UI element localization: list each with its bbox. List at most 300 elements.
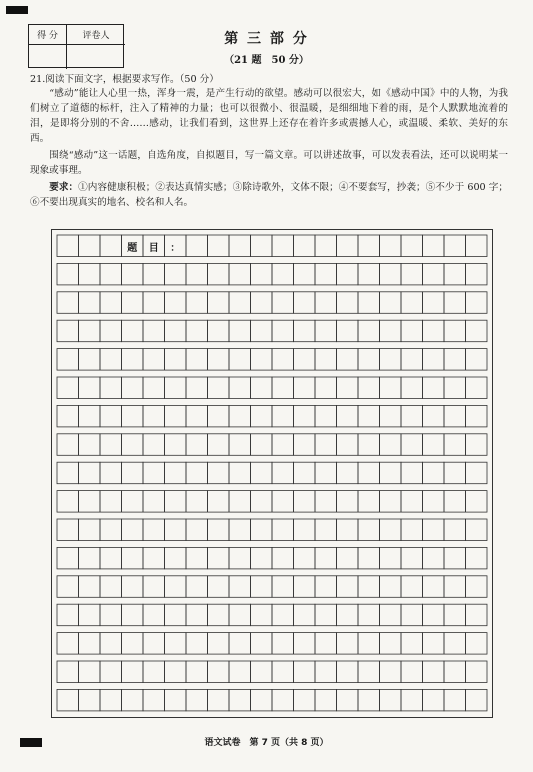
grid-cell[interactable] — [358, 320, 380, 342]
grid-cell[interactable] — [294, 263, 316, 285]
grid-cell[interactable] — [122, 661, 144, 683]
grid-cell[interactable] — [208, 604, 230, 626]
grid-cell[interactable] — [251, 263, 273, 285]
grid-cell[interactable] — [100, 462, 122, 484]
grid-cell[interactable] — [272, 349, 294, 371]
grid-cell[interactable] — [423, 320, 445, 342]
grid-cell[interactable] — [122, 491, 144, 512]
grid-cell[interactable] — [165, 292, 187, 314]
grid-cell[interactable] — [380, 405, 402, 427]
grid-cell[interactable] — [229, 263, 251, 285]
grid-cell[interactable] — [79, 604, 101, 626]
grid-cell[interactable] — [122, 604, 144, 626]
grid-cell[interactable] — [186, 547, 208, 569]
grid-cell[interactable] — [122, 547, 144, 569]
grid-cell[interactable] — [294, 235, 316, 257]
grid-cell[interactable] — [57, 263, 79, 285]
grid-cell[interactable] — [315, 547, 337, 569]
grid-cell[interactable] — [294, 689, 316, 711]
grid-cell[interactable] — [143, 519, 165, 541]
grid-cell[interactable] — [466, 576, 488, 598]
grid-cell[interactable] — [79, 349, 101, 371]
grid-cell[interactable] — [401, 491, 423, 512]
grid-cell[interactable] — [358, 547, 380, 569]
grid-cell[interactable] — [315, 633, 337, 655]
grid-cell[interactable] — [466, 377, 488, 399]
grid-cell[interactable] — [315, 604, 337, 626]
grid-cell[interactable] — [444, 434, 466, 456]
grid-cell[interactable] — [57, 661, 79, 683]
grid-cell[interactable] — [143, 491, 165, 512]
grid-cell[interactable] — [229, 349, 251, 371]
grid-cell[interactable] — [100, 263, 122, 285]
grid-cell[interactable] — [423, 576, 445, 598]
grid-cell[interactable] — [401, 576, 423, 598]
grid-cell[interactable] — [423, 349, 445, 371]
grid-cell[interactable] — [251, 689, 273, 711]
grid-cell[interactable] — [272, 661, 294, 683]
grid-cell[interactable] — [229, 377, 251, 399]
grid-cell[interactable] — [423, 491, 445, 512]
grid-cell[interactable] — [79, 547, 101, 569]
grid-cell[interactable] — [466, 491, 488, 512]
grid-cell[interactable] — [315, 349, 337, 371]
grid-cell[interactable] — [186, 235, 208, 257]
grid-cell[interactable] — [380, 689, 402, 711]
grid-cell[interactable] — [315, 320, 337, 342]
grid-cell[interactable] — [294, 547, 316, 569]
grid-cell[interactable] — [315, 491, 337, 512]
grid-cell[interactable] — [165, 349, 187, 371]
grid-cell[interactable] — [100, 633, 122, 655]
grid-cell[interactable] — [165, 263, 187, 285]
grid-cell[interactable] — [380, 263, 402, 285]
grid-cell[interactable] — [79, 661, 101, 683]
grid-cell[interactable] — [337, 633, 359, 655]
grid-cell[interactable] — [358, 349, 380, 371]
grid-cell[interactable] — [423, 405, 445, 427]
grid-cell[interactable] — [272, 547, 294, 569]
grid-cell[interactable] — [57, 462, 79, 484]
grid-cell[interactable] — [380, 235, 402, 257]
grid-cell[interactable] — [208, 462, 230, 484]
grid-cell[interactable] — [143, 661, 165, 683]
grid-cell[interactable] — [229, 547, 251, 569]
grid-cell[interactable] — [122, 263, 144, 285]
grid-cell[interactable] — [315, 661, 337, 683]
grid-cell[interactable] — [380, 576, 402, 598]
grid-cell[interactable] — [165, 689, 187, 711]
grid-cell[interactable] — [444, 462, 466, 484]
grid-cell[interactable] — [466, 519, 488, 541]
grid-cell[interactable] — [358, 462, 380, 484]
grid-cell[interactable] — [229, 689, 251, 711]
grid-cell[interactable] — [358, 263, 380, 285]
grid-cell[interactable] — [466, 661, 488, 683]
grid-cell[interactable] — [208, 434, 230, 456]
grid-cell[interactable] — [380, 434, 402, 456]
grid-cell[interactable] — [272, 320, 294, 342]
grid-cell[interactable] — [315, 292, 337, 314]
grid-cell[interactable] — [294, 661, 316, 683]
grid-cell[interactable] — [294, 491, 316, 512]
grid-cell[interactable] — [165, 434, 187, 456]
grid-cell[interactable] — [122, 349, 144, 371]
grid-cell[interactable] — [208, 547, 230, 569]
grid-cell[interactable] — [122, 292, 144, 314]
grid-cell[interactable] — [466, 349, 488, 371]
grid-cell[interactable] — [358, 604, 380, 626]
grid-cell[interactable] — [444, 235, 466, 257]
grid-cell[interactable] — [208, 519, 230, 541]
grid-cell[interactable] — [165, 633, 187, 655]
grid-cell[interactable] — [423, 547, 445, 569]
grid-cell[interactable] — [57, 689, 79, 711]
grid-cell[interactable] — [79, 633, 101, 655]
grid-cell[interactable] — [272, 519, 294, 541]
grid-cell[interactable] — [337, 661, 359, 683]
grid-cell[interactable] — [423, 434, 445, 456]
grid-cell[interactable] — [208, 661, 230, 683]
grid-cell[interactable] — [251, 292, 273, 314]
grid-cell[interactable] — [358, 235, 380, 257]
grid-cell[interactable] — [143, 462, 165, 484]
grid-cell[interactable] — [315, 689, 337, 711]
grid-cell[interactable] — [100, 547, 122, 569]
grid-cell[interactable] — [294, 377, 316, 399]
grid-cell[interactable] — [143, 320, 165, 342]
grid-cell[interactable] — [251, 576, 273, 598]
grid-cell[interactable] — [272, 462, 294, 484]
grid-cell[interactable] — [466, 263, 488, 285]
grid-cell[interactable] — [315, 263, 337, 285]
grid-cell[interactable] — [251, 462, 273, 484]
grid-cell[interactable] — [100, 661, 122, 683]
grid-cell[interactable] — [79, 434, 101, 456]
grid-cell[interactable] — [165, 405, 187, 427]
grid-cell[interactable] — [444, 263, 466, 285]
grid-cell[interactable] — [337, 519, 359, 541]
grid-cell[interactable] — [100, 491, 122, 512]
grid-cell[interactable] — [100, 405, 122, 427]
grid-cell[interactable] — [57, 377, 79, 399]
grid-cell[interactable] — [294, 405, 316, 427]
grid-cell[interactable] — [229, 405, 251, 427]
grid-cell[interactable] — [122, 462, 144, 484]
grid-cell[interactable] — [423, 689, 445, 711]
grid-cell[interactable] — [79, 235, 101, 257]
grid-cell[interactable] — [143, 576, 165, 598]
grid-cell[interactable] — [337, 405, 359, 427]
grid-cell[interactable] — [100, 377, 122, 399]
grid-cell[interactable] — [444, 604, 466, 626]
answer-grid[interactable] — [51, 229, 493, 718]
grid-cell[interactable] — [208, 235, 230, 257]
grid-cell[interactable] — [143, 292, 165, 314]
grid-cell[interactable] — [401, 547, 423, 569]
grid-cell[interactable] — [208, 349, 230, 371]
grid-cell[interactable] — [229, 320, 251, 342]
grid-cell[interactable] — [79, 519, 101, 541]
grid-cell[interactable] — [208, 576, 230, 598]
grid-cell[interactable] — [294, 462, 316, 484]
grid-cell[interactable] — [143, 633, 165, 655]
grid-cell[interactable] — [337, 263, 359, 285]
grid-cell[interactable] — [79, 292, 101, 314]
grid-cell[interactable] — [423, 661, 445, 683]
grid-cell[interactable] — [208, 263, 230, 285]
grid-cell[interactable] — [122, 689, 144, 711]
grid-cell[interactable] — [186, 292, 208, 314]
grid-cell[interactable] — [466, 320, 488, 342]
grid-cell[interactable] — [272, 633, 294, 655]
grid-cell[interactable] — [294, 576, 316, 598]
grid-cell[interactable] — [251, 604, 273, 626]
grid-cell[interactable] — [358, 519, 380, 541]
grid-cell[interactable] — [79, 263, 101, 285]
grid-cell[interactable] — [380, 320, 402, 342]
grid-cell[interactable] — [315, 434, 337, 456]
grid-cell[interactable] — [466, 292, 488, 314]
grid-cell[interactable] — [294, 519, 316, 541]
grid-cell[interactable] — [79, 576, 101, 598]
grid-cell[interactable] — [337, 434, 359, 456]
grid-cell[interactable] — [143, 689, 165, 711]
grid-cell[interactable] — [251, 434, 273, 456]
grid-cell[interactable] — [143, 349, 165, 371]
grid-cell[interactable] — [208, 491, 230, 512]
grid-cell[interactable] — [401, 377, 423, 399]
grid-cell[interactable] — [57, 434, 79, 456]
grid-cell[interactable] — [186, 405, 208, 427]
grid-cell[interactable] — [315, 519, 337, 541]
grid-cell[interactable] — [57, 405, 79, 427]
grid-cell[interactable] — [294, 292, 316, 314]
grid-cell[interactable] — [186, 263, 208, 285]
grid-cell[interactable] — [401, 633, 423, 655]
grid-cell[interactable] — [380, 633, 402, 655]
grid-cell[interactable] — [315, 235, 337, 257]
grid-cell[interactable] — [100, 235, 122, 257]
grid-cell[interactable] — [186, 462, 208, 484]
grid-cell[interactable] — [251, 633, 273, 655]
grid-cell[interactable] — [79, 320, 101, 342]
grid-cell[interactable] — [337, 547, 359, 569]
grid-cell[interactable] — [186, 661, 208, 683]
grid-cell[interactable] — [186, 320, 208, 342]
grid-cell[interactable] — [57, 576, 79, 598]
grid-cell[interactable] — [143, 434, 165, 456]
grid-cell[interactable] — [401, 689, 423, 711]
grid-cell[interactable] — [444, 405, 466, 427]
grid-cell[interactable] — [444, 491, 466, 512]
grid-cell[interactable] — [358, 576, 380, 598]
grid-cell[interactable] — [444, 576, 466, 598]
grid-cell[interactable] — [337, 576, 359, 598]
grid-cell[interactable] — [57, 491, 79, 512]
grid-cell[interactable] — [466, 405, 488, 427]
grid-cell[interactable] — [229, 462, 251, 484]
grid-cell[interactable] — [251, 491, 273, 512]
grid-cell[interactable] — [251, 235, 273, 257]
grid-cell[interactable] — [444, 292, 466, 314]
grid-cell[interactable] — [401, 434, 423, 456]
grid-cell[interactable] — [186, 633, 208, 655]
grid-cell[interactable] — [251, 547, 273, 569]
grid-cell[interactable] — [423, 292, 445, 314]
grid-cell[interactable] — [444, 661, 466, 683]
grid-cell[interactable] — [186, 349, 208, 371]
grid-cell[interactable] — [186, 519, 208, 541]
grid-cell[interactable] — [165, 576, 187, 598]
grid-cell[interactable] — [251, 377, 273, 399]
grid-cell[interactable] — [100, 349, 122, 371]
grid-cell[interactable] — [57, 633, 79, 655]
grid-cell[interactable] — [294, 604, 316, 626]
grid-cell[interactable] — [251, 661, 273, 683]
grid-cell[interactable] — [272, 576, 294, 598]
grid-cell[interactable] — [401, 519, 423, 541]
grid-cell[interactable] — [229, 604, 251, 626]
grid-cell[interactable] — [57, 292, 79, 314]
grid-cell[interactable] — [272, 405, 294, 427]
grid-cell[interactable] — [444, 689, 466, 711]
grid-cell[interactable] — [337, 292, 359, 314]
grid-cell[interactable] — [143, 263, 165, 285]
grid-cell[interactable] — [401, 235, 423, 257]
grid-cell[interactable] — [315, 576, 337, 598]
grid-cell[interactable] — [79, 462, 101, 484]
grid-cell[interactable] — [423, 462, 445, 484]
grid-cell[interactable] — [401, 405, 423, 427]
grid-cell[interactable] — [165, 462, 187, 484]
grid-cell[interactable] — [380, 491, 402, 512]
grid-cell[interactable] — [251, 519, 273, 541]
grid-cell[interactable] — [272, 604, 294, 626]
grid-cell[interactable] — [380, 377, 402, 399]
grid-cell[interactable] — [208, 292, 230, 314]
grid-cell[interactable] — [165, 661, 187, 683]
grid-cell[interactable] — [380, 604, 402, 626]
grid-cell[interactable] — [57, 349, 79, 371]
grid-cell[interactable] — [401, 462, 423, 484]
grid-cell[interactable] — [466, 547, 488, 569]
grid-cell[interactable] — [143, 377, 165, 399]
grid-cell[interactable] — [79, 689, 101, 711]
grid-cell[interactable] — [57, 320, 79, 342]
grid-cell[interactable] — [466, 462, 488, 484]
grid-cell[interactable] — [229, 519, 251, 541]
grid-cell[interactable] — [337, 377, 359, 399]
grid-cell[interactable] — [165, 320, 187, 342]
grid-cell[interactable] — [229, 292, 251, 314]
grid-cell[interactable] — [100, 576, 122, 598]
grid-cell[interactable] — [423, 263, 445, 285]
grid-cell[interactable] — [423, 519, 445, 541]
grid-cell[interactable] — [380, 349, 402, 371]
grid-cell[interactable] — [423, 604, 445, 626]
grid-cell[interactable] — [122, 576, 144, 598]
grid-cell[interactable] — [272, 292, 294, 314]
grid-cell[interactable] — [57, 519, 79, 541]
grid-cell[interactable] — [272, 377, 294, 399]
grid-cell[interactable] — [143, 405, 165, 427]
grid-cell[interactable] — [100, 292, 122, 314]
grid-cell[interactable] — [294, 320, 316, 342]
grid-cell[interactable] — [294, 434, 316, 456]
grid-cell[interactable] — [208, 320, 230, 342]
grid-cell[interactable] — [251, 320, 273, 342]
grid-cell[interactable] — [186, 576, 208, 598]
grid-cell[interactable] — [380, 547, 402, 569]
grid-cell[interactable] — [251, 349, 273, 371]
grid-cell[interactable] — [294, 633, 316, 655]
grid-cell[interactable] — [358, 491, 380, 512]
grid-cell[interactable] — [380, 462, 402, 484]
grid-cell[interactable] — [466, 604, 488, 626]
grid-cell[interactable] — [122, 519, 144, 541]
grid-cell[interactable] — [208, 405, 230, 427]
grid-cell[interactable] — [272, 689, 294, 711]
grid-cell[interactable] — [401, 320, 423, 342]
grid-cell[interactable] — [337, 349, 359, 371]
grid-cell[interactable] — [466, 434, 488, 456]
grid-cell[interactable] — [401, 263, 423, 285]
grid-cell[interactable] — [57, 604, 79, 626]
grid-cell[interactable] — [208, 377, 230, 399]
grid-cell[interactable] — [466, 235, 488, 257]
grid-cell[interactable] — [337, 491, 359, 512]
grid-cell[interactable] — [100, 604, 122, 626]
grid-cell[interactable] — [79, 377, 101, 399]
grid-cell[interactable] — [122, 434, 144, 456]
grid-cell[interactable] — [272, 263, 294, 285]
grid-cell[interactable] — [358, 377, 380, 399]
grid-cell[interactable] — [444, 519, 466, 541]
grid-cell[interactable] — [79, 405, 101, 427]
grid-cell[interactable] — [423, 235, 445, 257]
grid-cell[interactable] — [358, 405, 380, 427]
grid-cell[interactable] — [401, 661, 423, 683]
grid-cell[interactable] — [401, 604, 423, 626]
grid-cell[interactable] — [208, 689, 230, 711]
grid-cell[interactable] — [165, 604, 187, 626]
grid-cell[interactable] — [401, 349, 423, 371]
grid-cell[interactable] — [337, 604, 359, 626]
grid-cell[interactable] — [272, 491, 294, 512]
grid-cell[interactable] — [165, 547, 187, 569]
grid-cell[interactable] — [229, 633, 251, 655]
grid-cell[interactable] — [79, 491, 101, 512]
grid-cell[interactable] — [358, 292, 380, 314]
grid-cell[interactable] — [401, 292, 423, 314]
grid-cell[interactable] — [337, 462, 359, 484]
grid-cell[interactable] — [229, 434, 251, 456]
grid-cell[interactable] — [229, 576, 251, 598]
grid-cell[interactable] — [358, 661, 380, 683]
grid-cell[interactable] — [143, 604, 165, 626]
grid-cell[interactable] — [337, 320, 359, 342]
grid-cell[interactable] — [315, 377, 337, 399]
grid-cell[interactable] — [100, 320, 122, 342]
grid-cell[interactable] — [466, 633, 488, 655]
grid-cell[interactable] — [57, 235, 79, 257]
grid-cell[interactable] — [337, 689, 359, 711]
grid-cell[interactable] — [423, 377, 445, 399]
grid-cell[interactable] — [186, 377, 208, 399]
grid-cell[interactable] — [315, 405, 337, 427]
grid-cell[interactable] — [444, 320, 466, 342]
